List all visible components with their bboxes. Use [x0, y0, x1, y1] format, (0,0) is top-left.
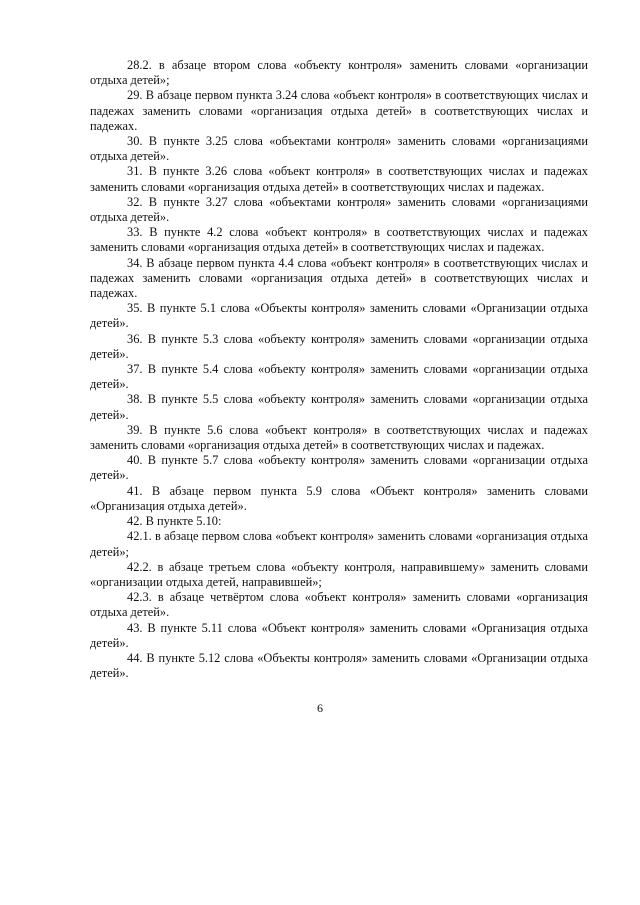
paragraph-44: 44. В пункте 5.12 слова «Объекты контроля» заменить словами «Организации отдыха детей». — [90, 650, 588, 681]
paragraph-42-1: 42.1. в абзаце первом слова «объект контроля» заменить словами «организация отдыха детей»; — [90, 529, 588, 559]
paragraph-30: 30. В пункте 3.25 слова «объектами контроля» заменить словами «организациями отдыха детей». — [90, 134, 588, 164]
paragraph-41: 41. В абзаце первом пункта 5.9 слова «Объект контроля» заменить словами «Организация отдыха детей». — [90, 483, 588, 513]
paragraph-39: 39. В пункте 5.6 слова «объект контроля» в соответствующих числах и падежах заменить словами «организация отдыха детей» в соответствующих числах и падежах. — [90, 422, 588, 453]
paragraph-35: 35. В пункте 5.1 слова «Объекты контроля» заменить словами «Организации отдыха детей». — [90, 301, 588, 331]
document-body — [90, 58, 588, 681]
paragraph-37: 37. В пункте 5.4 слова «объекту контроля» заменить словами «организации отдыха детей». — [90, 362, 588, 392]
paragraph-34: 34. В абзаце первом пункта 4.4 слова «объект контроля» в соответствующих числах и падежах заменить словами «организация отдыха детей» в соответствующих числах и падежах. — [90, 255, 588, 301]
paragraph-40: 40. В пункте 5.7 слова «объекту контроля» заменить словами «организации отдыха детей». — [90, 453, 588, 483]
paragraph-28-2: 28.2. в абзаце втором слова «объекту контроля» заменить словами «организации отдыха детей»; — [90, 58, 588, 88]
paragraph-33: 33. В пункте 4.2 слова «объект контроля» в соответствующих числах и падежах заменить словами «организация отдыха детей» в соответствующих числах и падежах. — [90, 225, 588, 255]
paragraph-42-3: 42.3. в абзаце четвёртом слова «объект контроля» заменить словами «организация отдыха детей». — [90, 590, 588, 620]
paragraph-43: 43. В пункте 5.11 слова «Объект контроля» заменить словами «Организация отдыха детей». — [90, 620, 588, 650]
paragraph-36: 36. В пункте 5.3 слова «объекту контроля» заменить словами «организации отдыха детей». — [90, 331, 588, 361]
page-number: 6 — [317, 701, 323, 715]
paragraph-42: 42. В пункте 5.10: — [127, 514, 222, 529]
paragraph-31: 31. В пункте 3.26 слова «объект контроля» в соответствующих числах и падежах заменить словами «организация отдыха детей» в соответствующих числах и падежах. — [90, 164, 588, 194]
paragraph-38: 38. В пункте 5.5 слова «объекту контроля» заменить словами «организации отдыха детей». — [90, 392, 588, 422]
paragraph-32: 32. В пункте 3.27 слова «объектами контроля» заменить словами «организациями отдыха детей». — [90, 194, 588, 225]
paragraph-29: 29. В абзаце первом пункта 3.24 слова «объект контроля» в соответствующих числах и падежах заменить словами «организация отдыха детей» в соответствующих числах и падежах. — [90, 88, 588, 133]
paragraph-42-2: 42.2. в абзаце третьем слова «объекту контроля, направившему» заменить словами «организации отдыха детей, направившей»; — [90, 559, 588, 589]
